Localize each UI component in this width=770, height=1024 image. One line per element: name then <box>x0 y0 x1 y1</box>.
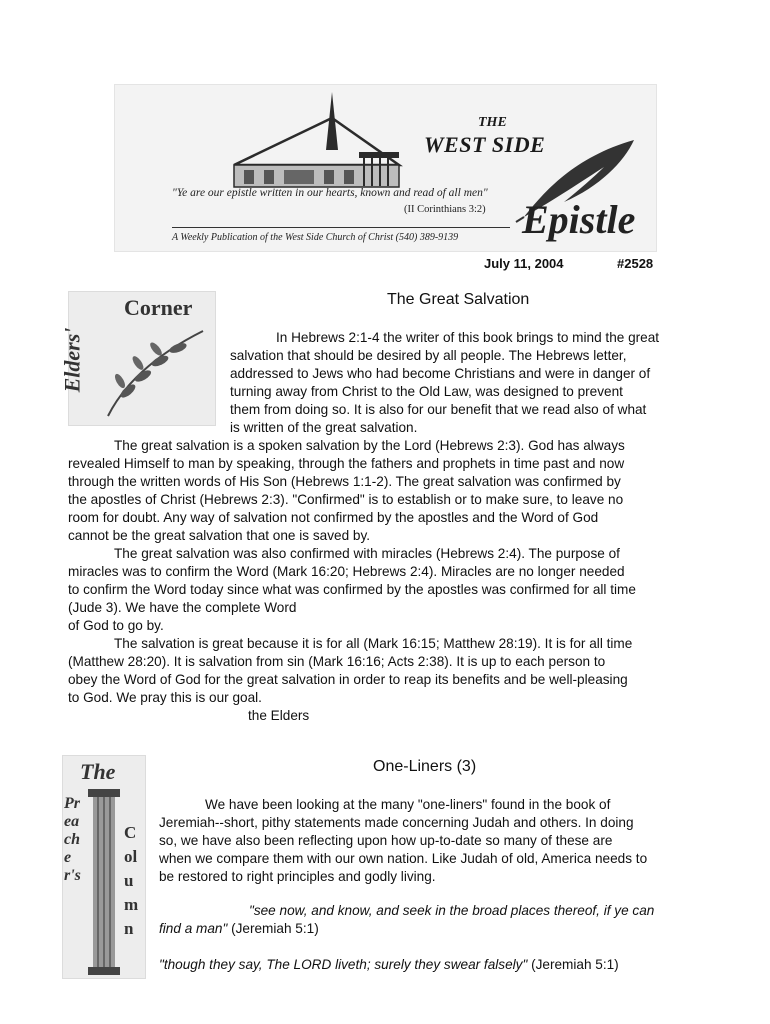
text-line: cannot be the great salvation that one is saved by. <box>68 528 371 543</box>
text-line: turning away from Christ to the Old Law, was designed to prevent <box>230 384 623 399</box>
olive-branch-icon <box>98 321 208 421</box>
text-line: is written of the great salvation. <box>230 420 418 435</box>
text-line: addressed to Jews who had become Christians and were in danger of <box>230 366 651 381</box>
elders-corner-logo <box>59 291 216 426</box>
masthead-west-side: WEST SIDE <box>424 132 546 157</box>
masthead-scripture-reference: (II Corinthians 3:2) <box>404 204 486 215</box>
preachers-paragraph-intro <box>159 796 647 886</box>
text-line: them from doing so. It is also for our benefit that we read also of what <box>230 402 647 417</box>
scripture-quote-2 <box>159 956 619 974</box>
church-building-illustration <box>214 90 414 190</box>
text-line: revealed Himself to man by speaking, through the fathers and prophets in time past and now <box>68 456 625 471</box>
text-line: through the written words of His Son (Hebrews 1:1-2). The great salvation was confirmed by <box>68 474 621 489</box>
text-line: to confirm the Word today since what was confirmed by the apostles was confirmed for all time <box>68 582 636 597</box>
text-line: The great salvation was also confirmed with miracles (Hebrews 2:4). The purpose of <box>114 546 620 561</box>
quote-text-continued: find a man" <box>159 921 228 936</box>
text-line: The salvation is great because it is for all (Mark 16:15; Matthew 28:19). It is for all time <box>114 636 633 651</box>
issue-date: July 11, 2004 <box>484 256 564 271</box>
text-line: room for doubt. Any way of salvation not confirmed by the apostles and the Word of God <box>68 510 599 525</box>
text-line: when we compare them with our own nation. Like Judah of old, America needs to <box>159 851 648 866</box>
logo-column-word: Column <box>124 823 139 938</box>
column-pillar-icon <box>88 789 120 975</box>
text-line: Jeremiah--short, pithy statements made concerning Judah and others. In doing <box>159 815 634 830</box>
text-line: miracles was to confirm the Word (Mark 16:20; Hebrews 2:4). Miracles are no longer needed <box>68 564 625 579</box>
article-heading-great-salvation: The Great Salvation <box>387 291 530 308</box>
article-heading-one-liners: One-Liners (3) <box>373 758 477 775</box>
text-line: so, we have also been reflecting upon how up-to-date so many of these are <box>159 833 613 848</box>
masthead-the: THE <box>478 115 507 130</box>
quote-reference: (Jeremiah 5:1) <box>227 921 319 936</box>
text-line: We have been looking at the many "one-liners" found in the book of <box>205 797 611 812</box>
text-line: the apostles of Christ (Hebrews 2:3). "Confirmed" is to establish or to make sure, to leave no <box>68 492 624 507</box>
masthead-epistle: Epistle <box>522 197 636 242</box>
text-line: of God to go by. <box>68 618 164 633</box>
masthead-motto: "Ye are our epistle written in our hearts, known and read of all men" <box>172 187 488 199</box>
logo-elders-word: Elders' <box>59 327 85 393</box>
text-line: (Matthew 28:20). It is salvation from sin (Mark 16:16; Acts 2:38). It is up to each person to <box>68 654 606 669</box>
elders-paragraph-intro <box>230 329 659 437</box>
text-line: salvation that should be desired by all people. The Hebrews letter, <box>230 348 627 363</box>
text-line: to God. We pray this is our goal. <box>68 690 262 705</box>
masthead-rule <box>172 227 510 228</box>
masthead-publication-line: A Weekly Publication of the West Side Church of Christ (540) 389-9139 <box>172 232 459 243</box>
logo-preachers-word: Preacher's <box>64 795 81 884</box>
logo-corner-word: Corner <box>124 295 193 320</box>
quote-text: "though they say, The LORD liveth; surely they swear falsely" <box>159 957 528 972</box>
quote-text: "see now, and know, and seek in the broad places thereof, if ye can <box>249 903 655 918</box>
text-line: be restored to right principles and godly living. <box>159 869 436 884</box>
issue-number: #2528 <box>617 256 654 271</box>
elders-signature: the Elders <box>248 708 310 723</box>
text-line: obey the Word of God for the great salvation in order to reap its benefits and be well-pleasing <box>68 672 628 687</box>
logo-the-word: The <box>80 759 116 784</box>
text-line: The great salvation is a spoken salvation by the Lord (Hebrews 2:3). God has always <box>114 438 625 453</box>
elders-paragraph-body <box>68 437 636 725</box>
masthead-banner <box>114 84 657 252</box>
scripture-quote-1 <box>159 902 654 938</box>
text-line: In Hebrews 2:1-4 the writer of this book brings to mind the great <box>276 330 660 345</box>
text-line: (Jude 3). We have the complete Word <box>68 600 297 615</box>
preachers-column-logo <box>62 755 146 979</box>
quote-reference: (Jeremiah 5:1) <box>527 957 619 972</box>
